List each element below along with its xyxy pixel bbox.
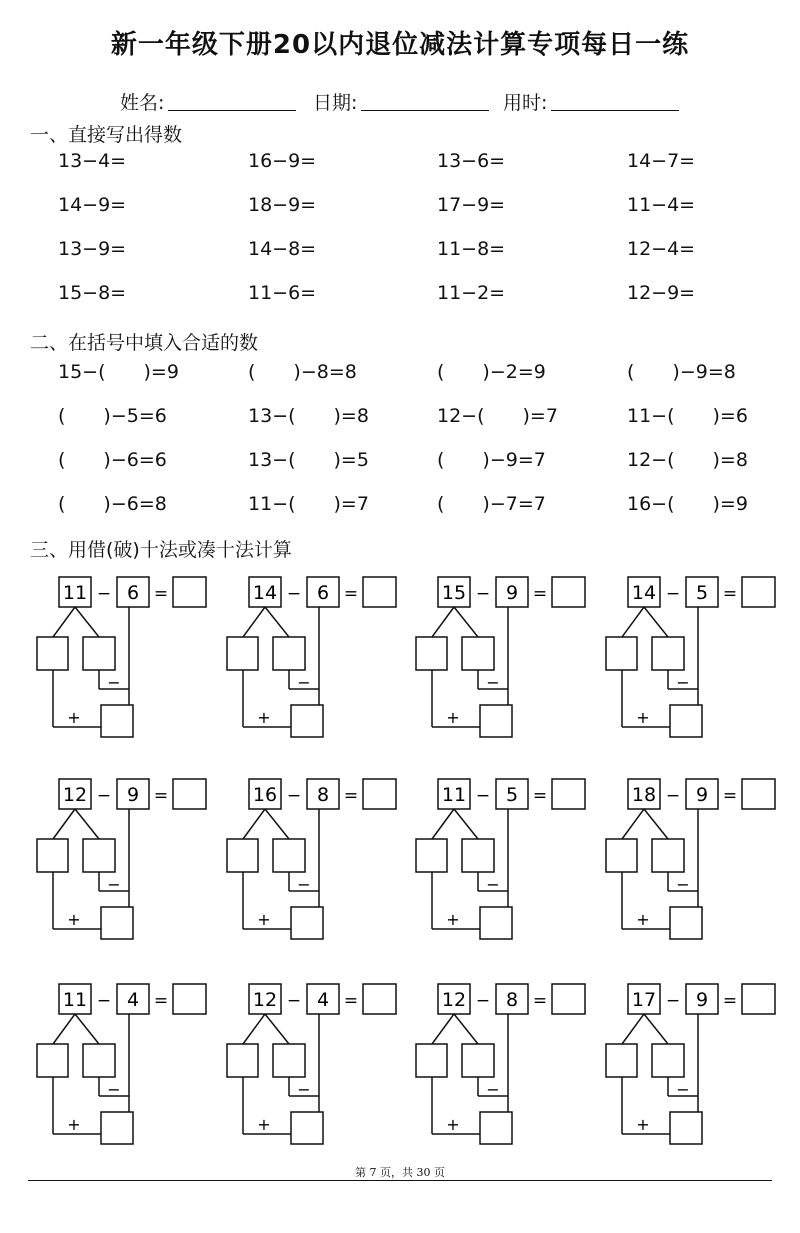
exercise-item: 12−9=: [627, 282, 696, 304]
subtrahend-value: 9: [505, 582, 519, 604]
footer-divider: [28, 1180, 772, 1181]
split-box-left: [227, 839, 258, 872]
subtrahend-value: 8: [505, 989, 519, 1011]
equals-sign: =: [532, 991, 548, 1011]
minuend-value: 15: [441, 582, 467, 604]
split-box-right: [652, 839, 684, 872]
split-box-left: [227, 637, 258, 670]
split-box-right: [462, 839, 494, 872]
minus-sign: −: [486, 875, 500, 894]
split-line: [243, 1014, 265, 1044]
exercise-item: 14−9=: [58, 194, 127, 216]
split-line: [622, 809, 644, 839]
split-box-right: [83, 839, 115, 872]
split-line: [265, 1014, 289, 1044]
split-line: [432, 809, 454, 839]
answer-box: [173, 779, 206, 809]
minus-sign: −: [475, 786, 491, 806]
minuend-value: 16: [252, 784, 278, 806]
split-line: [622, 607, 644, 637]
subtrahend-value: 4: [316, 989, 330, 1011]
equals-sign: =: [722, 584, 738, 604]
split-box-right: [273, 839, 305, 872]
exercise-item: 13−( )=5: [248, 449, 369, 471]
answer-box: [552, 577, 585, 607]
split-box-right: [652, 1044, 684, 1077]
plus-sign: +: [257, 1115, 271, 1134]
split-line: [644, 1014, 668, 1044]
answer-box: [173, 984, 206, 1014]
minus-sign: −: [665, 991, 681, 1011]
minus-sign: −: [676, 1080, 690, 1099]
equals-sign: =: [343, 786, 359, 806]
minus-sign: −: [297, 875, 311, 894]
minus-sign: −: [676, 875, 690, 894]
split-box-left: [606, 839, 637, 872]
result-box: [670, 705, 702, 737]
plus-sign: +: [67, 910, 81, 929]
exercise-item: 15−8=: [58, 282, 127, 304]
subtrahend-value: 6: [126, 582, 140, 604]
exercise-item: 14−8=: [248, 238, 317, 260]
split-box-left: [416, 839, 447, 872]
split-box-right: [462, 637, 494, 670]
exercise-item: 12−( )=7: [437, 405, 558, 427]
split-line: [265, 607, 289, 637]
minuend-value: 12: [252, 989, 278, 1011]
exercise-item: 18−9=: [248, 194, 317, 216]
minuend-value: 14: [252, 582, 278, 604]
minus-sign: −: [107, 1080, 121, 1099]
answer-box: [552, 984, 585, 1014]
plus-sign: +: [257, 708, 271, 727]
result-box: [291, 1112, 323, 1144]
exercise-item: 11−4=: [627, 194, 696, 216]
minuend-value: 14: [631, 582, 657, 604]
plus-sign: +: [446, 708, 460, 727]
name-label: 姓名:: [120, 92, 165, 114]
exercise-item: ( )−9=8: [627, 361, 736, 383]
answer-box: [363, 984, 396, 1014]
answer-box: [552, 779, 585, 809]
split-line: [53, 1014, 75, 1044]
split-box-right: [83, 637, 115, 670]
result-box: [101, 705, 133, 737]
subtrahend-value: 6: [316, 582, 330, 604]
exercise-item: 15−( )=9: [58, 361, 179, 383]
result-box: [480, 705, 512, 737]
split-box-left: [416, 637, 447, 670]
exercise-item: 12−( )=8: [627, 449, 748, 471]
exercise-item: 13−( )=8: [248, 405, 369, 427]
minuend-value: 11: [62, 582, 88, 604]
minus-sign: −: [297, 1080, 311, 1099]
exercise-item: 13−6=: [437, 150, 506, 172]
plus-sign: +: [67, 1115, 81, 1134]
exercise-item: 16−( )=9: [627, 493, 748, 515]
result-box: [101, 907, 133, 939]
equals-sign: =: [532, 786, 548, 806]
split-box-left: [227, 1044, 258, 1077]
exercise-item: ( )−8=8: [248, 361, 357, 383]
exercise-item: 13−9=: [58, 238, 127, 260]
result-box: [101, 1112, 133, 1144]
minus-sign: −: [676, 673, 690, 692]
split-box-right: [273, 1044, 305, 1077]
time-label: 用时:: [503, 92, 548, 114]
subtrahend-value: 9: [695, 989, 709, 1011]
split-box-right: [273, 637, 305, 670]
exercise-item: 13−4=: [58, 150, 127, 172]
equals-sign: =: [343, 991, 359, 1011]
exercise-item: 11−6=: [248, 282, 317, 304]
minus-sign: −: [96, 991, 112, 1011]
plus-sign: +: [257, 910, 271, 929]
date-label: 日期:: [313, 92, 358, 114]
split-line: [454, 809, 478, 839]
result-box: [670, 1112, 702, 1144]
split-box-right: [652, 637, 684, 670]
subtrahend-value: 9: [126, 784, 140, 806]
subtrahend-value: 5: [505, 784, 519, 806]
plus-sign: +: [67, 708, 81, 727]
exercise-item: ( )−7=7: [437, 493, 546, 515]
minus-sign: −: [96, 584, 112, 604]
minus-sign: −: [475, 991, 491, 1011]
minus-sign: −: [486, 1080, 500, 1099]
split-line: [454, 607, 478, 637]
minus-sign: −: [297, 673, 311, 692]
equals-sign: =: [153, 786, 169, 806]
exercise-item: ( )−6=8: [58, 493, 167, 515]
minus-sign: −: [107, 875, 121, 894]
page-footer: 第 7 页，共 30 页: [355, 1166, 445, 1179]
plus-sign: +: [446, 910, 460, 929]
exercise-item: 11−2=: [437, 282, 506, 304]
split-line: [644, 607, 668, 637]
equals-sign: =: [722, 786, 738, 806]
minuend-value: 11: [62, 989, 88, 1011]
exercise-item: 11−8=: [437, 238, 506, 260]
split-line: [265, 809, 289, 839]
subtrahend-value: 4: [126, 989, 140, 1011]
minus-sign: −: [107, 673, 121, 692]
split-line: [243, 809, 265, 839]
exercise-item: ( )−2=9: [437, 361, 546, 383]
subtrahend-value: 9: [695, 784, 709, 806]
split-line: [75, 607, 99, 637]
split-line: [622, 1014, 644, 1044]
minus-sign: −: [665, 584, 681, 604]
exercise-item: ( )−5=6: [58, 405, 167, 427]
exercise-item: 12−4=: [627, 238, 696, 260]
split-line: [644, 809, 668, 839]
split-box-right: [83, 1044, 115, 1077]
section2-title: 二、在括号中填入合适的数: [30, 332, 259, 354]
split-box-left: [37, 1044, 68, 1077]
split-line: [432, 1014, 454, 1044]
answer-box: [173, 577, 206, 607]
equals-sign: =: [153, 991, 169, 1011]
exercise-item: 14−7=: [627, 150, 696, 172]
minus-sign: −: [475, 584, 491, 604]
page-title: 新一年级下册20以内退位减法计算专项每日一练: [110, 30, 690, 60]
subtrahend-value: 8: [316, 784, 330, 806]
exercise-item: 16−9=: [248, 150, 317, 172]
answer-box: [742, 779, 775, 809]
split-line: [53, 809, 75, 839]
result-box: [291, 705, 323, 737]
result-box: [291, 907, 323, 939]
split-line: [432, 607, 454, 637]
subtrahend-value: 5: [695, 582, 709, 604]
split-box-left: [606, 1044, 637, 1077]
answer-box: [742, 577, 775, 607]
result-box: [480, 907, 512, 939]
split-line: [454, 1014, 478, 1044]
minus-sign: −: [286, 584, 302, 604]
result-box: [670, 907, 702, 939]
equals-sign: =: [532, 584, 548, 604]
plus-sign: +: [636, 910, 650, 929]
exercise-item: 11−( )=7: [248, 493, 369, 515]
split-box-left: [37, 839, 68, 872]
equals-sign: =: [343, 584, 359, 604]
exercise-item: ( )−6=6: [58, 449, 167, 471]
minus-sign: −: [486, 673, 500, 692]
split-box-right: [462, 1044, 494, 1077]
section1-title: 一、直接写出得数: [30, 124, 183, 146]
split-box-left: [416, 1044, 447, 1077]
minuend-value: 11: [441, 784, 467, 806]
minus-sign: −: [286, 786, 302, 806]
result-box: [480, 1112, 512, 1144]
minus-sign: −: [96, 786, 112, 806]
minus-sign: −: [665, 786, 681, 806]
minuend-value: 17: [631, 989, 657, 1011]
plus-sign: +: [636, 1115, 650, 1134]
equals-sign: =: [722, 991, 738, 1011]
minus-sign: −: [286, 991, 302, 1011]
exercise-item: 17−9=: [437, 194, 506, 216]
answer-box: [742, 984, 775, 1014]
answer-box: [363, 779, 396, 809]
minuend-value: 12: [62, 784, 88, 806]
split-box-left: [37, 637, 68, 670]
plus-sign: +: [636, 708, 650, 727]
plus-sign: +: [446, 1115, 460, 1134]
minuend-value: 18: [631, 784, 657, 806]
exercise-item: 11−( )=6: [627, 405, 748, 427]
section3-title: 三、用借(破)十法或凑十法计算: [30, 539, 292, 561]
split-line: [243, 607, 265, 637]
exercise-item: ( )−9=7: [437, 449, 546, 471]
minuend-value: 12: [441, 989, 467, 1011]
split-box-left: [606, 637, 637, 670]
answer-box: [363, 577, 396, 607]
split-line: [53, 607, 75, 637]
split-line: [75, 1014, 99, 1044]
equals-sign: =: [153, 584, 169, 604]
split-line: [75, 809, 99, 839]
